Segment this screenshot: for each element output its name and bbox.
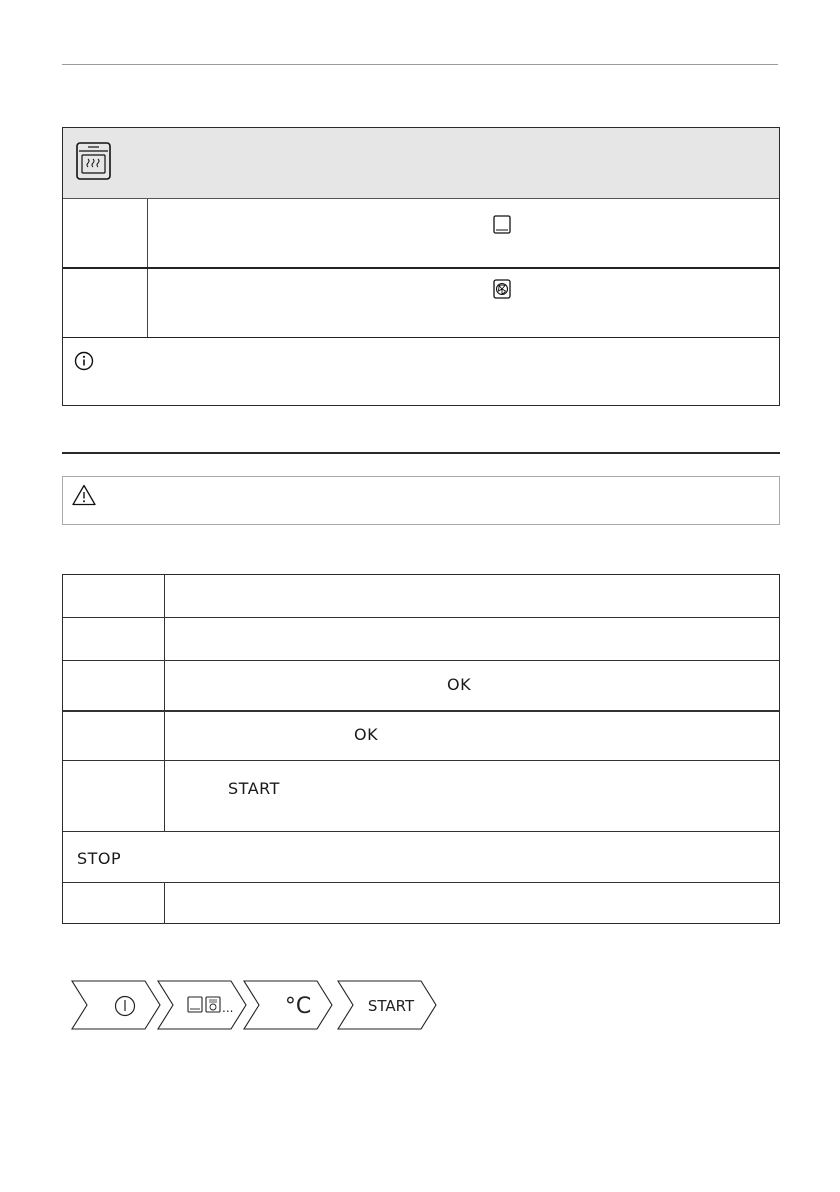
warning-triangle-icon bbox=[72, 484, 96, 506]
warning-box bbox=[62, 476, 780, 525]
oven-heating-icon bbox=[76, 142, 111, 180]
row-divider bbox=[63, 337, 779, 338]
temperature-label: °C bbox=[284, 994, 312, 1019]
start-label: START bbox=[367, 997, 415, 1015]
ok-keyword: OK bbox=[354, 725, 379, 744]
step-row-divider bbox=[63, 882, 779, 883]
step-row-divider bbox=[63, 710, 779, 712]
step-column-divider bbox=[164, 882, 165, 924]
more-functions-ellipsis: ... bbox=[222, 1001, 234, 1015]
section-divider bbox=[62, 452, 780, 454]
row-divider bbox=[63, 267, 779, 269]
step-row-divider bbox=[63, 617, 779, 618]
step-row-divider bbox=[63, 831, 779, 832]
start-keyword: START bbox=[228, 779, 280, 798]
top-heat-icon bbox=[493, 215, 511, 234]
info-icon bbox=[74, 351, 94, 371]
operation-sequence bbox=[70, 980, 440, 1030]
heating-functions-icon bbox=[188, 997, 220, 1012]
step-column-divider bbox=[164, 575, 165, 831]
stop-keyword: STOP bbox=[77, 849, 122, 868]
step-row-divider bbox=[63, 660, 779, 661]
top-divider bbox=[62, 64, 778, 65]
fan-heat-icon bbox=[493, 279, 511, 299]
ok-keyword: OK bbox=[447, 675, 472, 694]
steps-table bbox=[62, 574, 780, 924]
heating-function-table bbox=[62, 127, 780, 406]
power-icon bbox=[116, 997, 135, 1016]
heating-table-header bbox=[63, 128, 779, 199]
step-row-divider bbox=[63, 760, 779, 761]
